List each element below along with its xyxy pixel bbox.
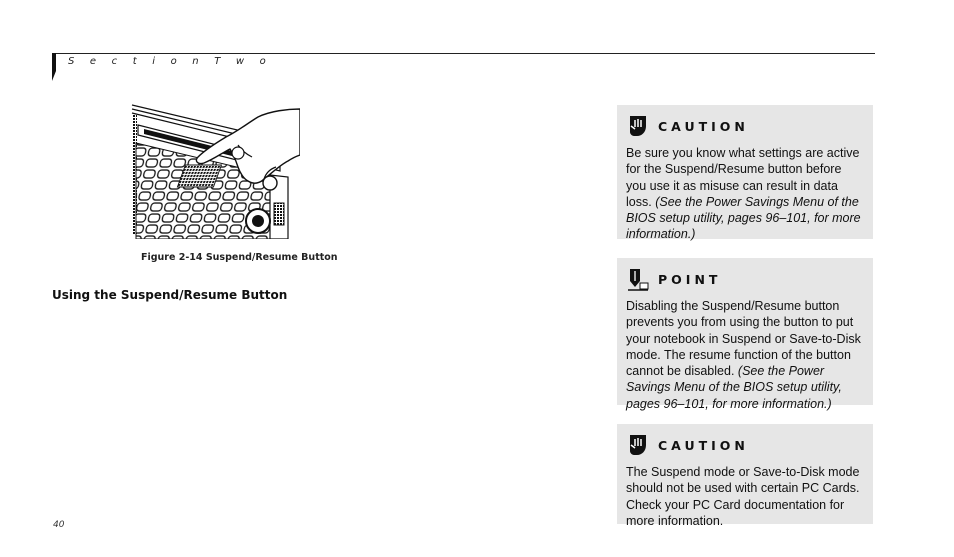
callout-text: Be sure you know what settings are active for the Suspend/Resume button before you use it as misuse can result in data loss. [626, 146, 860, 209]
page-number: 40 [53, 520, 65, 530]
section-heading: Using the Suspend/Resume Button [52, 288, 288, 302]
header-tick-mark [52, 53, 56, 81]
callout-title: CAUTION [658, 437, 749, 453]
caution-callout-pc-cards [617, 424, 873, 528]
callout-reference: (See the Power Savings Menu of the BIOS setup utility, pages 96–101, for more information.) [626, 364, 842, 411]
callout-title: CAUTION [658, 118, 749, 134]
callout-text: Disabling the Suspend/Resume button prevents you from using the button to put your notebook in Suspend or Save-to-Disk mode. The resume function of the button cannot be disabled. [626, 299, 861, 379]
callout-title: POINT [658, 271, 722, 287]
point-pen-icon [626, 267, 650, 291]
callout-body [626, 464, 865, 529]
section-label: S e c t i o n T w o [68, 56, 272, 67]
callout-reference: (See the Power Savings Menu of the BIOS setup utility, pages 96–101, for more information.) [626, 194, 861, 242]
caution-hand-icon [626, 433, 650, 457]
header-rule [52, 53, 875, 54]
caution-hand-icon [626, 114, 650, 138]
callout-body [626, 145, 865, 243]
callout-header [626, 432, 865, 458]
callout-header [626, 266, 865, 292]
figure-caption: Figure 2-14 Suspend/Resume Button [141, 252, 338, 263]
suspend-resume-illustration [130, 103, 300, 239]
caution-callout-settings [617, 105, 873, 242]
callout-body [626, 298, 865, 412]
point-callout-disable [617, 258, 873, 411]
callout-header [626, 113, 865, 139]
callout-text: The Suspend mode or Save-to-Disk mode should not be used with certain PC Cards. Check your PC Card documentation for more information. [626, 465, 860, 528]
